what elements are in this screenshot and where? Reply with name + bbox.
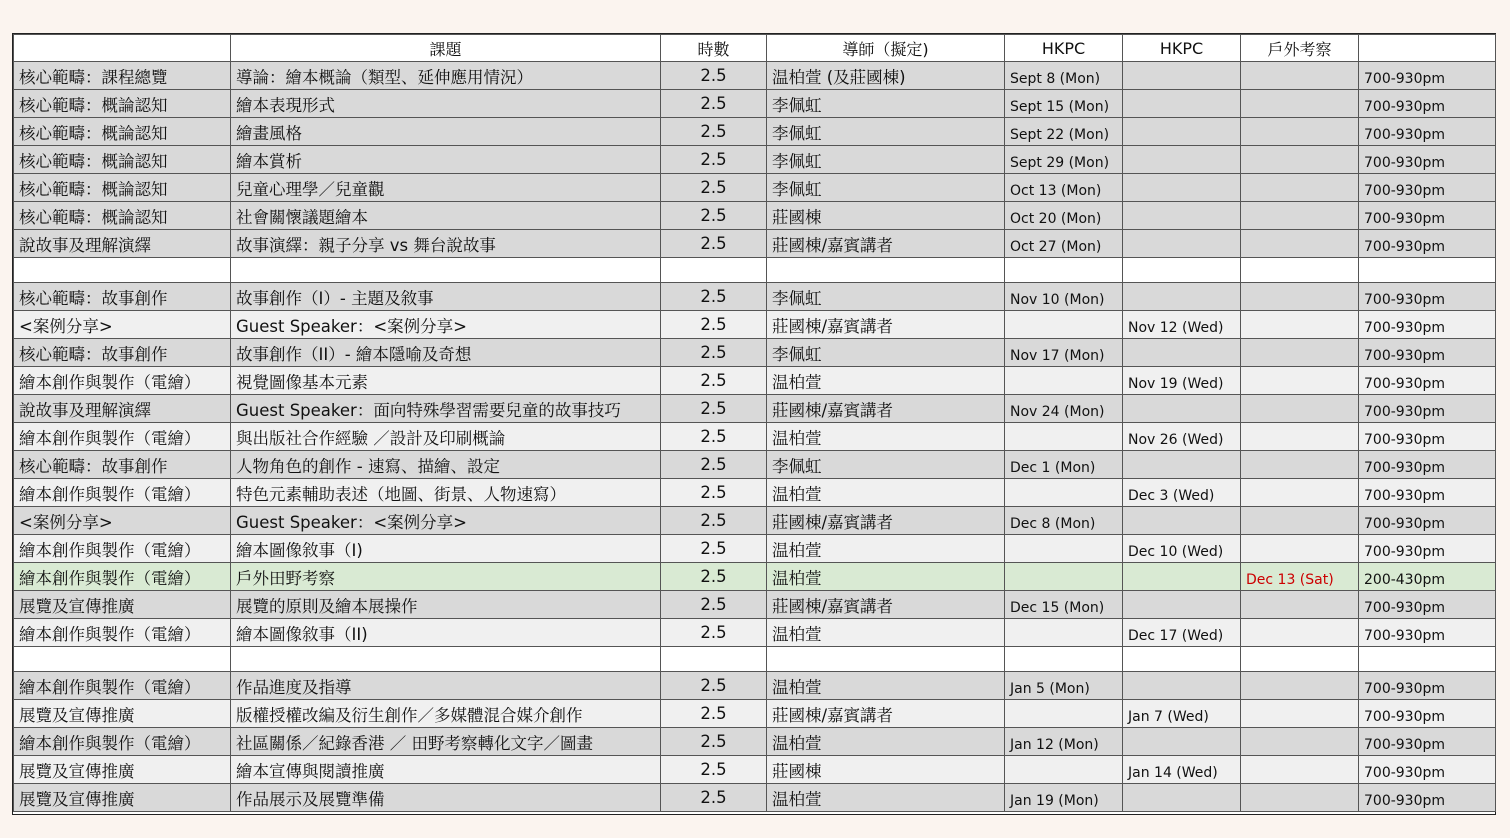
hours-cell[interactable]: 2.5	[661, 535, 767, 563]
category-cell[interactable]: <案例分享>	[14, 311, 231, 339]
hkpc-mon-date-cell[interactable]	[1005, 423, 1123, 451]
topic-cell[interactable]: 特色元素輔助表述（地圖、街景、人物速寫）	[231, 479, 661, 507]
tutor-cell[interactable]: 李佩虹	[767, 90, 1005, 118]
time-cell[interactable]: 700-930pm	[1359, 728, 1496, 756]
outdoor-date-cell[interactable]	[1241, 451, 1359, 479]
hours-cell[interactable]: 2.5	[661, 311, 767, 339]
hkpc-mon-date-cell[interactable]: Jan 12 (Mon)	[1005, 728, 1123, 756]
table-row	[14, 174, 1496, 202]
time-cell[interactable]: 700-930pm	[1359, 118, 1496, 146]
category-cell[interactable]: 核心範疇：概論認知	[14, 146, 231, 174]
tutor-cell[interactable]: 温柏萱	[767, 563, 1005, 591]
topic-cell[interactable]: Guest Speaker：<案例分享>	[231, 507, 661, 535]
hours-cell[interactable]: 2.5	[661, 672, 767, 700]
outdoor-date-cell[interactable]	[1241, 230, 1359, 258]
outdoor-date-cell[interactable]	[1241, 146, 1359, 174]
outdoor-date-cell[interactable]	[1241, 700, 1359, 728]
hkpc-wed-date-cell[interactable]: Jan 7 (Wed)	[1123, 700, 1241, 728]
outdoor-date-cell[interactable]	[1241, 90, 1359, 118]
hkpc-mon-date-cell[interactable]	[1005, 535, 1123, 563]
category-cell[interactable]: <案例分享>	[14, 507, 231, 535]
time-cell[interactable]: 700-930pm	[1359, 367, 1496, 395]
hours-cell[interactable]: 2.5	[661, 118, 767, 146]
topic-cell[interactable]	[231, 647, 661, 672]
hours-cell[interactable]: 2.5	[661, 283, 767, 311]
header-topic[interactable]: 課題	[231, 35, 661, 62]
hkpc-mon-date-cell[interactable]	[1005, 700, 1123, 728]
table-row	[14, 784, 1496, 812]
hkpc-mon-date-cell[interactable]: Jan 5 (Mon)	[1005, 672, 1123, 700]
topic-cell[interactable]: 故事創作（I）- 主題及敘事	[231, 283, 661, 311]
hours-cell[interactable]: 2.5	[661, 367, 767, 395]
table-row	[14, 563, 1496, 591]
header-hkpc-wed[interactable]: HKPC	[1123, 35, 1241, 62]
outdoor-date-cell[interactable]	[1241, 174, 1359, 202]
topic-cell[interactable]: 繪本賞析	[231, 146, 661, 174]
outdoor-date-cell[interactable]	[1241, 507, 1359, 535]
category-cell[interactable]: 核心範疇：課程總覽	[14, 62, 231, 90]
hkpc-mon-date-cell[interactable]: Sept 8 (Mon)	[1005, 62, 1123, 90]
tutor-cell[interactable]	[767, 258, 1005, 283]
category-cell[interactable]: 說故事及理解演繹	[14, 395, 231, 423]
tutor-cell[interactable]: 莊國棟/嘉賓講者	[767, 591, 1005, 619]
category-cell[interactable]	[14, 647, 231, 672]
time-cell[interactable]: 700-930pm	[1359, 283, 1496, 311]
hkpc-mon-date-cell[interactable]: Oct 20 (Mon)	[1005, 202, 1123, 230]
hkpc-mon-date-cell[interactable]	[1005, 311, 1123, 339]
hours-cell[interactable]: 2.5	[661, 202, 767, 230]
spacer-row	[14, 647, 1496, 672]
tutor-cell[interactable]: 温柏萱	[767, 784, 1005, 812]
table-row	[14, 146, 1496, 174]
hkpc-wed-date-cell[interactable]	[1123, 62, 1241, 90]
topic-cell[interactable]: 版權授權改編及衍生創作／多媒體混合媒介創作	[231, 700, 661, 728]
category-cell[interactable]: 核心範疇：故事創作	[14, 339, 231, 367]
hkpc-wed-date-cell[interactable]	[1123, 258, 1241, 283]
hours-cell[interactable]: 2.5	[661, 451, 767, 479]
table-row	[14, 591, 1496, 619]
tutor-cell[interactable]	[767, 647, 1005, 672]
hours-cell[interactable]: 2.5	[661, 784, 767, 812]
hkpc-mon-date-cell[interactable]	[1005, 479, 1123, 507]
outdoor-date-cell[interactable]	[1241, 784, 1359, 812]
category-cell[interactable]: 繪本創作與製作（電繪）	[14, 672, 231, 700]
time-cell[interactable]: 700-930pm	[1359, 619, 1496, 647]
category-cell[interactable]: 核心範疇：概論認知	[14, 202, 231, 230]
table-row	[14, 395, 1496, 423]
time-cell[interactable]: 700-930pm	[1359, 311, 1496, 339]
topic-cell[interactable]: 故事創作（II）- 繪本隱喻及奇想	[231, 339, 661, 367]
time-cell[interactable]: 700-930pm	[1359, 784, 1496, 812]
category-cell[interactable]: 展覽及宣傳推廣	[14, 784, 231, 812]
hours-cell[interactable]: 2.5	[661, 339, 767, 367]
tutor-cell[interactable]: 李佩虹	[767, 146, 1005, 174]
hkpc-mon-date-cell[interactable]	[1005, 647, 1123, 672]
tutor-cell[interactable]: 温柏萱	[767, 423, 1005, 451]
table-row	[14, 700, 1496, 728]
hkpc-wed-date-cell[interactable]	[1123, 90, 1241, 118]
table-row	[14, 728, 1496, 756]
table-row	[14, 619, 1496, 647]
hkpc-mon-date-cell[interactable]	[1005, 258, 1123, 283]
topic-cell[interactable]: 繪本宣傳與閱讀推廣	[231, 756, 661, 784]
outdoor-date-cell[interactable]	[1241, 62, 1359, 90]
time-cell[interactable]: 700-930pm	[1359, 535, 1496, 563]
category-cell[interactable]: 繪本創作與製作（電繪）	[14, 423, 231, 451]
outdoor-date-cell[interactable]: Dec 13 (Sat)	[1241, 563, 1359, 591]
header-hkpc-mon[interactable]: HKPC	[1005, 35, 1123, 62]
topic-cell[interactable]: 作品展示及展覽準備	[231, 784, 661, 812]
table-row	[14, 62, 1496, 90]
hkpc-mon-date-cell[interactable]	[1005, 367, 1123, 395]
table-row	[14, 756, 1496, 784]
hkpc-wed-date-cell[interactable]: Nov 19 (Wed)	[1123, 367, 1241, 395]
tutor-cell[interactable]: 莊國棟	[767, 756, 1005, 784]
outdoor-date-cell[interactable]	[1241, 423, 1359, 451]
hkpc-wed-date-cell[interactable]: Nov 12 (Wed)	[1123, 311, 1241, 339]
outdoor-date-cell[interactable]	[1241, 535, 1359, 563]
hkpc-mon-date-cell[interactable]	[1005, 563, 1123, 591]
tutor-cell[interactable]: 李佩虹	[767, 118, 1005, 146]
outdoor-date-cell[interactable]	[1241, 728, 1359, 756]
time-cell[interactable]: 700-930pm	[1359, 339, 1496, 367]
hkpc-wed-date-cell[interactable]	[1123, 118, 1241, 146]
category-cell[interactable]: 繪本創作與製作（電繪）	[14, 728, 231, 756]
time-cell[interactable]: 700-930pm	[1359, 62, 1496, 90]
time-cell[interactable]: 700-930pm	[1359, 756, 1496, 784]
hours-cell[interactable]: 2.5	[661, 423, 767, 451]
tutor-cell[interactable]: 莊國棟/嘉賓講者	[767, 311, 1005, 339]
topic-cell[interactable]: 與出版社合作經驗 ／設計及印刷概論	[231, 423, 661, 451]
time-cell[interactable]: 700-930pm	[1359, 423, 1496, 451]
time-cell[interactable]: 700-930pm	[1359, 672, 1496, 700]
hkpc-wed-date-cell[interactable]	[1123, 647, 1241, 672]
category-cell[interactable]: 展覽及宣傳推廣	[14, 591, 231, 619]
topic-cell[interactable]: 繪本圖像敘事（II)	[231, 619, 661, 647]
hours-cell[interactable]: 2.5	[661, 479, 767, 507]
outdoor-date-cell[interactable]	[1241, 619, 1359, 647]
topic-cell[interactable]	[231, 258, 661, 283]
category-cell[interactable]: 說故事及理解演繹	[14, 230, 231, 258]
topic-cell[interactable]: 繪本圖像敘事（I)	[231, 535, 661, 563]
time-cell[interactable]: 700-930pm	[1359, 591, 1496, 619]
table-row	[14, 118, 1496, 146]
table-row	[14, 451, 1496, 479]
hkpc-wed-date-cell[interactable]	[1123, 728, 1241, 756]
tutor-cell[interactable]: 温柏萱	[767, 728, 1005, 756]
topic-cell[interactable]: 社區關係／紀錄香港 ／ 田野考察轉化文字／圖畫	[231, 728, 661, 756]
topic-cell[interactable]: 社會關懷議題繪本	[231, 202, 661, 230]
time-cell[interactable]: 200-430pm	[1359, 563, 1496, 591]
hkpc-mon-date-cell[interactable]: Sept 15 (Mon)	[1005, 90, 1123, 118]
hkpc-wed-date-cell[interactable]	[1123, 507, 1241, 535]
topic-cell[interactable]: 人物角色的創作 - 速寫、描繪、設定	[231, 451, 661, 479]
hkpc-wed-date-cell[interactable]: Dec 17 (Wed)	[1123, 619, 1241, 647]
category-cell[interactable]: 展覽及宣傳推廣	[14, 756, 231, 784]
hours-cell[interactable]: 2.5	[661, 728, 767, 756]
outdoor-date-cell[interactable]	[1241, 339, 1359, 367]
hkpc-wed-date-cell[interactable]	[1123, 591, 1241, 619]
tutor-cell[interactable]: 莊國棟	[767, 202, 1005, 230]
topic-cell[interactable]: Guest Speaker：面向特殊學習需要兒童的故事技巧	[231, 395, 661, 423]
hkpc-wed-date-cell[interactable]	[1123, 672, 1241, 700]
tutor-cell[interactable]: 温柏萱	[767, 619, 1005, 647]
table-row	[14, 311, 1496, 339]
tutor-cell[interactable]: 莊國棟/嘉賓講者	[767, 230, 1005, 258]
topic-cell[interactable]: 繪畫風格	[231, 118, 661, 146]
hkpc-wed-date-cell[interactable]	[1123, 451, 1241, 479]
tutor-cell[interactable]: 温柏萱	[767, 535, 1005, 563]
hkpc-wed-date-cell[interactable]: Nov 26 (Wed)	[1123, 423, 1241, 451]
header-outdoor[interactable]: 戶外考察	[1241, 35, 1359, 62]
outdoor-date-cell[interactable]	[1241, 283, 1359, 311]
table-row	[14, 479, 1496, 507]
table-row	[14, 339, 1496, 367]
tutor-cell[interactable]: 李佩虹	[767, 283, 1005, 311]
hkpc-mon-date-cell[interactable]	[1005, 619, 1123, 647]
time-cell[interactable]: 700-930pm	[1359, 230, 1496, 258]
topic-cell[interactable]: 繪本表現形式	[231, 90, 661, 118]
category-cell[interactable]: 核心範疇：概論認知	[14, 174, 231, 202]
hours-cell[interactable]: 2.5	[661, 90, 767, 118]
time-cell[interactable]	[1359, 258, 1496, 283]
category-cell[interactable]: 核心範疇：概論認知	[14, 90, 231, 118]
outdoor-date-cell[interactable]	[1241, 311, 1359, 339]
category-cell[interactable]: 核心範疇：故事創作	[14, 283, 231, 311]
topic-cell[interactable]: 視覺圖像基本元素	[231, 367, 661, 395]
time-cell[interactable]	[1359, 647, 1496, 672]
hkpc-wed-date-cell[interactable]	[1123, 784, 1241, 812]
tutor-cell[interactable]: 温柏萱	[767, 479, 1005, 507]
time-cell[interactable]: 700-930pm	[1359, 395, 1496, 423]
hkpc-mon-date-cell[interactable]: Sept 22 (Mon)	[1005, 118, 1123, 146]
outdoor-date-cell[interactable]	[1241, 367, 1359, 395]
table-row	[14, 230, 1496, 258]
time-cell[interactable]: 700-930pm	[1359, 451, 1496, 479]
time-cell[interactable]: 700-930pm	[1359, 174, 1496, 202]
tutor-cell[interactable]: 莊國棟/嘉賓講者	[767, 700, 1005, 728]
hkpc-mon-date-cell[interactable]: Nov 10 (Mon)	[1005, 283, 1123, 311]
hkpc-mon-date-cell[interactable]: Dec 15 (Mon)	[1005, 591, 1123, 619]
outdoor-date-cell[interactable]	[1241, 202, 1359, 230]
hours-cell[interactable]	[661, 647, 767, 672]
hkpc-wed-date-cell[interactable]	[1123, 339, 1241, 367]
hours-cell[interactable]: 2.5	[661, 563, 767, 591]
outdoor-date-cell[interactable]	[1241, 395, 1359, 423]
header-category[interactable]	[14, 35, 231, 62]
hours-cell[interactable]: 2.5	[661, 591, 767, 619]
category-cell[interactable]: 繪本創作與製作（電繪）	[14, 535, 231, 563]
tutor-cell[interactable]: 李佩虹	[767, 451, 1005, 479]
hours-cell[interactable]: 2.5	[661, 395, 767, 423]
header-row	[14, 35, 1496, 62]
topic-cell[interactable]: 作品進度及指導	[231, 672, 661, 700]
tutor-cell[interactable]: 莊國棟/嘉賓講者	[767, 507, 1005, 535]
outdoor-date-cell[interactable]	[1241, 479, 1359, 507]
topic-cell[interactable]: 導論：繪本概論（類型、延伸應用情況）	[231, 62, 661, 90]
topic-cell[interactable]: 兒童心理學／兒童觀	[231, 174, 661, 202]
hkpc-mon-date-cell[interactable]: Nov 17 (Mon)	[1005, 339, 1123, 367]
hkpc-mon-date-cell[interactable]: Oct 13 (Mon)	[1005, 174, 1123, 202]
hkpc-wed-date-cell[interactable]	[1123, 563, 1241, 591]
tutor-cell[interactable]: 温柏萱	[767, 367, 1005, 395]
hkpc-wed-date-cell[interactable]	[1123, 283, 1241, 311]
table-row	[14, 507, 1496, 535]
outdoor-date-cell[interactable]	[1241, 258, 1359, 283]
table-row	[14, 367, 1496, 395]
hkpc-wed-date-cell[interactable]: Jan 14 (Wed)	[1123, 756, 1241, 784]
header-hours[interactable]: 時數	[661, 35, 767, 62]
time-cell[interactable]: 700-930pm	[1359, 479, 1496, 507]
hours-cell[interactable]: 2.5	[661, 62, 767, 90]
category-cell[interactable]: 核心範疇：概論認知	[14, 118, 231, 146]
spacer-row	[14, 258, 1496, 283]
category-cell[interactable]: 展覽及宣傳推廣	[14, 700, 231, 728]
hkpc-mon-date-cell[interactable]: Oct 27 (Mon)	[1005, 230, 1123, 258]
topic-cell[interactable]: 故事演繹：親子分享 vs 舞台說故事	[231, 230, 661, 258]
hkpc-mon-date-cell[interactable]: Nov 24 (Mon)	[1005, 395, 1123, 423]
category-cell[interactable]: 繪本創作與製作（電繪）	[14, 367, 231, 395]
hkpc-wed-date-cell[interactable]: Dec 3 (Wed)	[1123, 479, 1241, 507]
hkpc-wed-date-cell[interactable]	[1123, 146, 1241, 174]
hkpc-mon-date-cell[interactable]: Dec 1 (Mon)	[1005, 451, 1123, 479]
table-row	[14, 90, 1496, 118]
outdoor-date-cell[interactable]	[1241, 118, 1359, 146]
tutor-cell[interactable]: 温柏萱	[767, 672, 1005, 700]
hkpc-wed-date-cell[interactable]	[1123, 395, 1241, 423]
header-tutor[interactable]: 導師（擬定)	[767, 35, 1005, 62]
topic-cell[interactable]: Guest Speaker：<案例分享>	[231, 311, 661, 339]
category-cell[interactable]: 核心範疇：故事創作	[14, 451, 231, 479]
time-cell[interactable]: 700-930pm	[1359, 90, 1496, 118]
schedule-body	[14, 62, 1496, 812]
table-row	[14, 283, 1496, 311]
table-row	[14, 423, 1496, 451]
outdoor-date-cell[interactable]	[1241, 591, 1359, 619]
topic-cell[interactable]: 戶外田野考察	[231, 563, 661, 591]
hkpc-mon-date-cell[interactable]: Jan 19 (Mon)	[1005, 784, 1123, 812]
hkpc-mon-date-cell[interactable]: Dec 8 (Mon)	[1005, 507, 1123, 535]
course-schedule-table	[13, 34, 1496, 812]
hkpc-mon-date-cell[interactable]: Sept 29 (Mon)	[1005, 146, 1123, 174]
time-cell[interactable]: 700-930pm	[1359, 507, 1496, 535]
hours-cell[interactable]: 2.5	[661, 756, 767, 784]
time-cell[interactable]: 700-930pm	[1359, 202, 1496, 230]
hours-cell[interactable]: 2.5	[661, 507, 767, 535]
hours-cell[interactable]: 2.5	[661, 619, 767, 647]
category-cell[interactable]: 繪本創作與製作（電繪）	[14, 563, 231, 591]
hkpc-wed-date-cell[interactable]	[1123, 202, 1241, 230]
tutor-cell[interactable]: 李佩虹	[767, 174, 1005, 202]
category-cell[interactable]	[14, 258, 231, 283]
hours-cell[interactable]: 2.5	[661, 174, 767, 202]
time-cell[interactable]: 700-930pm	[1359, 700, 1496, 728]
topic-cell[interactable]: 展覽的原則及繪本展操作	[231, 591, 661, 619]
hkpc-wed-date-cell[interactable]	[1123, 174, 1241, 202]
tutor-cell[interactable]: 李佩虹	[767, 339, 1005, 367]
outdoor-date-cell[interactable]	[1241, 647, 1359, 672]
hours-cell[interactable]	[661, 258, 767, 283]
tutor-cell[interactable]: 莊國棟/嘉賓講者	[767, 395, 1005, 423]
time-cell[interactable]: 700-930pm	[1359, 146, 1496, 174]
header-time[interactable]	[1359, 35, 1496, 62]
table-row	[14, 202, 1496, 230]
schedule-sheet	[12, 33, 1496, 815]
category-cell[interactable]: 繪本創作與製作（電繪）	[14, 479, 231, 507]
hkpc-mon-date-cell[interactable]	[1005, 756, 1123, 784]
table-row	[14, 672, 1496, 700]
hours-cell[interactable]: 2.5	[661, 230, 767, 258]
hours-cell[interactable]: 2.5	[661, 146, 767, 174]
tutor-cell[interactable]: 温柏萱 (及莊國棟)	[767, 62, 1005, 90]
outdoor-date-cell[interactable]	[1241, 756, 1359, 784]
outdoor-date-cell[interactable]	[1241, 672, 1359, 700]
table-row	[14, 535, 1496, 563]
hkpc-wed-date-cell[interactable]: Dec 10 (Wed)	[1123, 535, 1241, 563]
hkpc-wed-date-cell[interactable]	[1123, 230, 1241, 258]
hours-cell[interactable]: 2.5	[661, 700, 767, 728]
category-cell[interactable]: 繪本創作與製作（電繪）	[14, 619, 231, 647]
